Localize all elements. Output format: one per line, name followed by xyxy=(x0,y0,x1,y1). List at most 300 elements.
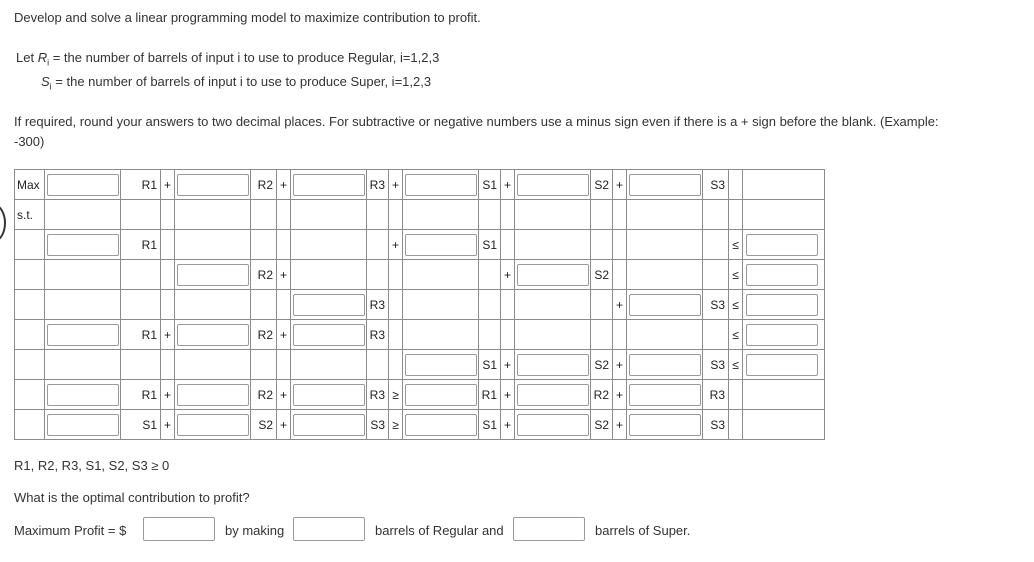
operator-cell xyxy=(277,290,291,320)
coefficient-cell xyxy=(403,230,479,260)
coefficient-input[interactable] xyxy=(47,384,119,406)
empty-cell xyxy=(291,260,367,290)
variable-cell xyxy=(703,410,729,440)
variable-cell xyxy=(479,200,501,230)
constraint-row xyxy=(15,410,825,440)
coefficient-cell xyxy=(403,380,479,410)
variable-cell xyxy=(479,170,501,200)
variable-cell xyxy=(703,290,729,320)
variable-cell xyxy=(251,380,277,410)
row-label-cell xyxy=(15,410,45,440)
variable-cell xyxy=(591,410,613,440)
coefficient-input[interactable] xyxy=(293,294,365,316)
rhs-cell xyxy=(743,260,825,290)
coefficient-cell xyxy=(627,350,703,380)
variable-label: R3 xyxy=(369,177,385,192)
operator-cell xyxy=(389,230,403,260)
row-label-cell xyxy=(15,380,45,410)
operator-label: ≤ xyxy=(732,297,739,312)
empty-cell xyxy=(627,200,703,230)
coefficient-cell xyxy=(175,410,251,440)
operator-cell xyxy=(277,380,291,410)
empty-cell xyxy=(515,290,591,320)
variable-cell xyxy=(367,260,389,290)
coefficient-input[interactable] xyxy=(405,354,477,376)
operator-cell xyxy=(613,260,627,290)
operator-label: + xyxy=(503,177,511,192)
s-definition: = the number of barrels of input i to use to produce Super, i=1,2,3 xyxy=(51,74,432,89)
operator-label: + xyxy=(615,177,623,192)
variable-label: S1 xyxy=(482,417,497,432)
variable-cell xyxy=(703,350,729,380)
operator-label: ≤ xyxy=(732,237,739,252)
coefficient-input[interactable] xyxy=(47,234,119,256)
variable-label: S2 xyxy=(258,417,273,432)
variable-label: S3 xyxy=(710,177,725,192)
coefficient-cell xyxy=(515,350,591,380)
operator-label: ≥ xyxy=(392,387,399,402)
coefficient-cell xyxy=(627,410,703,440)
variable-cell xyxy=(591,320,613,350)
by-making-label: by making xyxy=(225,523,285,538)
rhs-cell xyxy=(743,350,825,380)
instructions-line-2: -300) xyxy=(14,134,45,149)
constraint-row xyxy=(15,290,825,320)
coefficient-cell xyxy=(291,380,367,410)
variable-cell xyxy=(121,380,161,410)
coefficient-input[interactable] xyxy=(629,174,701,196)
r-subscript: i xyxy=(47,57,50,68)
empty-cell xyxy=(515,320,591,350)
variable-cell xyxy=(479,290,501,320)
super-label: barrels of Super. xyxy=(595,523,691,538)
constraint-row xyxy=(15,380,825,410)
operator-cell xyxy=(501,410,515,440)
empty-cell xyxy=(175,200,251,230)
coefficient-cell xyxy=(627,290,703,320)
operator-cell xyxy=(729,230,743,260)
operator-label: + xyxy=(503,357,511,372)
variable-cell xyxy=(367,170,389,200)
partial-circle-decoration xyxy=(0,204,6,242)
empty-cell xyxy=(175,290,251,320)
variable-cell xyxy=(121,230,161,260)
operator-cell xyxy=(277,320,291,350)
operator-label: + xyxy=(503,417,511,432)
operator-cell xyxy=(729,320,743,350)
coefficient-input[interactable] xyxy=(629,384,701,406)
operator-cell xyxy=(277,230,291,260)
operator-cell xyxy=(613,380,627,410)
variable-label: S1 xyxy=(482,357,497,372)
operator-label: + xyxy=(503,387,511,402)
operator-cell xyxy=(161,230,175,260)
coefficient-cell xyxy=(403,170,479,200)
coefficient-cell xyxy=(175,170,251,200)
operator-cell xyxy=(389,410,403,440)
coefficient-cell xyxy=(291,320,367,350)
operator-label: + xyxy=(163,177,171,192)
coefficient-input[interactable] xyxy=(47,324,119,346)
variable-cell xyxy=(591,200,613,230)
operator-label: + xyxy=(615,417,623,432)
operator-cell xyxy=(389,290,403,320)
row-label-cell xyxy=(15,350,45,380)
coefficient-cell xyxy=(175,380,251,410)
objective-row xyxy=(15,170,825,200)
intro-text: Develop and solve a linear programming model to maximize contribution to profit. xyxy=(14,10,481,25)
variable-label: R2 xyxy=(257,387,273,402)
operator-label: + xyxy=(279,327,287,342)
variable-label: S2 xyxy=(594,177,609,192)
rhs-input[interactable] xyxy=(746,264,818,286)
variable-label: R3 xyxy=(369,327,385,342)
operator-cell xyxy=(161,170,175,200)
coefficient-input[interactable] xyxy=(177,174,249,196)
operator-label: + xyxy=(279,387,287,402)
operator-cell xyxy=(277,260,291,290)
variable-cell xyxy=(251,320,277,350)
operator-cell xyxy=(277,410,291,440)
variable-label: S1 xyxy=(482,237,497,252)
coefficient-cell xyxy=(45,410,121,440)
variable-cell xyxy=(121,290,161,320)
s-symbol: S xyxy=(41,74,50,89)
variable-cell xyxy=(479,380,501,410)
variable-cell xyxy=(251,410,277,440)
variable-cell xyxy=(591,350,613,380)
s-subscript: i xyxy=(49,81,52,92)
max-profit-label: Maximum Profit = $ xyxy=(14,523,127,538)
variable-cell xyxy=(479,230,501,260)
operator-cell xyxy=(161,320,175,350)
operator-cell xyxy=(613,410,627,440)
rhs-cell xyxy=(743,290,825,320)
coefficient-input[interactable] xyxy=(629,354,701,376)
empty-cell xyxy=(45,200,121,230)
coefficient-cell xyxy=(515,260,591,290)
empty-cell xyxy=(515,230,591,260)
operator-cell xyxy=(729,200,743,230)
variable-cell xyxy=(251,170,277,200)
coefficient-cell xyxy=(627,170,703,200)
operator-cell xyxy=(161,410,175,440)
variable-cell xyxy=(121,170,161,200)
variable-label: S1 xyxy=(482,177,497,192)
operator-cell xyxy=(501,230,515,260)
variable-label: S1 xyxy=(142,417,157,432)
variable-cell xyxy=(121,410,161,440)
operator-label: ≤ xyxy=(732,327,739,342)
row-label-cell xyxy=(15,290,45,320)
operator-cell xyxy=(501,170,515,200)
coefficient-input[interactable] xyxy=(405,384,477,406)
r-definition: = the number of barrels of input i to use to produce Regular, i=1,2,3 xyxy=(49,50,440,65)
empty-cell xyxy=(291,350,367,380)
variable-cell xyxy=(121,320,161,350)
variable-cell xyxy=(251,290,277,320)
empty-cell xyxy=(175,230,251,260)
operator-label: ≥ xyxy=(392,417,399,432)
variable-cell xyxy=(121,350,161,380)
coefficient-input[interactable] xyxy=(177,384,249,406)
row-label-cell xyxy=(15,320,45,350)
operator-cell xyxy=(161,260,175,290)
rhs-input[interactable] xyxy=(746,234,818,256)
operator-label: + xyxy=(615,387,623,402)
coefficient-cell xyxy=(291,410,367,440)
operator-cell xyxy=(389,380,403,410)
empty-cell xyxy=(743,380,825,410)
constraint-row xyxy=(15,260,825,290)
operator-cell xyxy=(161,200,175,230)
coefficient-input[interactable] xyxy=(517,384,589,406)
operator-cell xyxy=(501,260,515,290)
coefficient-input[interactable] xyxy=(517,414,589,436)
lp-model-table xyxy=(14,169,825,440)
variable-label: R3 xyxy=(709,387,725,402)
variable-cell xyxy=(479,410,501,440)
r-symbol: R xyxy=(37,50,48,65)
coefficient-input[interactable] xyxy=(177,324,249,346)
coefficient-input[interactable] xyxy=(47,414,119,436)
operator-cell xyxy=(613,350,627,380)
coefficient-input[interactable] xyxy=(47,174,119,196)
empty-cell xyxy=(403,290,479,320)
coefficient-cell xyxy=(515,170,591,200)
coefficient-input[interactable] xyxy=(177,264,249,286)
variable-label: S2 xyxy=(594,357,609,372)
operator-label: + xyxy=(391,177,399,192)
variable-label: R1 xyxy=(141,327,157,342)
variable-cell xyxy=(367,290,389,320)
empty-cell xyxy=(45,290,121,320)
operator-label: + xyxy=(279,267,287,282)
nonnegativity-constraint: R1, R2, R3, S1, S2, S3 ≥ 0 xyxy=(14,458,170,473)
variable-cell xyxy=(591,170,613,200)
rhs-input[interactable] xyxy=(746,324,818,346)
coefficient-input[interactable] xyxy=(405,414,477,436)
operator-cell xyxy=(729,380,743,410)
variable-cell xyxy=(367,230,389,260)
operator-cell xyxy=(501,320,515,350)
operator-cell xyxy=(161,290,175,320)
coefficient-input[interactable] xyxy=(177,414,249,436)
operator-cell xyxy=(277,200,291,230)
coefficient-cell xyxy=(175,320,251,350)
let-word: Let xyxy=(16,50,35,65)
variable-label: R2 xyxy=(257,177,273,192)
coefficient-cell xyxy=(515,380,591,410)
operator-label: + xyxy=(391,237,399,252)
variable-cell xyxy=(703,200,729,230)
empty-cell xyxy=(403,200,479,230)
max-profit-input[interactable] xyxy=(143,517,215,541)
variable-cell xyxy=(121,200,161,230)
empty-cell xyxy=(291,230,367,260)
coefficient-input[interactable] xyxy=(517,354,589,376)
operator-cell xyxy=(729,350,743,380)
rhs-cell xyxy=(743,320,825,350)
operator-cell xyxy=(729,260,743,290)
variable-cell xyxy=(367,320,389,350)
empty-cell xyxy=(515,200,591,230)
variable-label: R1 xyxy=(141,387,157,402)
operator-cell xyxy=(501,200,515,230)
operator-cell xyxy=(389,350,403,380)
operator-cell xyxy=(613,290,627,320)
variable-cell xyxy=(367,350,389,380)
variable-cell xyxy=(251,350,277,380)
operator-cell xyxy=(729,290,743,320)
definition-s xyxy=(41,74,431,92)
empty-cell xyxy=(45,350,121,380)
rhs-input[interactable] xyxy=(746,294,818,316)
row-label-cell xyxy=(15,170,45,200)
coefficient-cell xyxy=(515,410,591,440)
empty-cell xyxy=(175,350,251,380)
variable-cell xyxy=(251,230,277,260)
coefficient-input[interactable] xyxy=(405,234,477,256)
variable-cell xyxy=(591,380,613,410)
coefficient-cell xyxy=(291,170,367,200)
operator-cell xyxy=(389,320,403,350)
variable-cell xyxy=(367,380,389,410)
coefficient-cell xyxy=(45,170,121,200)
definition-r xyxy=(16,50,439,68)
coefficient-cell xyxy=(45,230,121,260)
variable-label: R1 xyxy=(141,177,157,192)
variable-cell xyxy=(591,290,613,320)
coefficient-input[interactable] xyxy=(405,174,477,196)
operator-cell xyxy=(389,260,403,290)
variable-label: R1 xyxy=(141,237,157,252)
variable-cell xyxy=(703,260,729,290)
empty-cell xyxy=(627,260,703,290)
operator-label: + xyxy=(615,357,623,372)
coefficient-cell xyxy=(627,380,703,410)
coefficient-cell xyxy=(45,320,121,350)
constraint-row xyxy=(15,350,825,380)
operator-label: + xyxy=(163,327,171,342)
variable-cell xyxy=(367,410,389,440)
super-barrels-input[interactable] xyxy=(513,517,585,541)
coefficient-input[interactable] xyxy=(517,264,589,286)
variable-cell xyxy=(479,260,501,290)
coefficient-input[interactable] xyxy=(293,384,365,406)
variable-label: S3 xyxy=(710,357,725,372)
operator-cell xyxy=(501,380,515,410)
row-label-cell xyxy=(15,260,45,290)
variable-cell xyxy=(479,350,501,380)
empty-cell xyxy=(403,320,479,350)
constraint-row xyxy=(15,320,825,350)
coefficient-input[interactable] xyxy=(293,324,365,346)
constraint-row xyxy=(15,230,825,260)
instructions-line-1: If required, round your answers to two decimal places. For subtractive or negative numbers use a minus sign even if there is a + sign before the blank. (Example: xyxy=(14,114,939,129)
question-text: What is the optimal contribution to profit? xyxy=(14,490,250,505)
operator-label: + xyxy=(163,387,171,402)
empty-cell xyxy=(627,320,703,350)
operator-label: + xyxy=(279,417,287,432)
variable-label: R2 xyxy=(593,387,609,402)
rhs-cell xyxy=(743,230,825,260)
variable-label: R1 xyxy=(481,387,497,402)
variable-cell xyxy=(591,230,613,260)
operator-label: + xyxy=(503,267,511,282)
variable-label: S2 xyxy=(594,267,609,282)
operator-cell xyxy=(161,350,175,380)
operator-cell xyxy=(613,320,627,350)
variable-cell xyxy=(251,260,277,290)
coefficient-cell xyxy=(175,260,251,290)
operator-label: + xyxy=(615,297,623,312)
coefficient-cell xyxy=(403,350,479,380)
variable-label: R2 xyxy=(257,327,273,342)
variable-label: S2 xyxy=(594,417,609,432)
variable-cell xyxy=(703,230,729,260)
coefficient-input[interactable] xyxy=(629,294,701,316)
empty-cell xyxy=(627,230,703,260)
variable-label: S3 xyxy=(710,417,725,432)
operator-cell xyxy=(613,170,627,200)
operator-cell xyxy=(613,200,627,230)
operator-label: ≤ xyxy=(732,267,739,282)
coefficient-cell xyxy=(45,380,121,410)
coefficient-cell xyxy=(291,290,367,320)
operator-cell xyxy=(277,350,291,380)
operator-cell xyxy=(277,170,291,200)
coefficient-input[interactable] xyxy=(517,174,589,196)
variable-label: R2 xyxy=(257,267,273,282)
coefficient-input[interactable] xyxy=(293,414,365,436)
empty-cell xyxy=(743,200,825,230)
empty-cell xyxy=(403,260,479,290)
rhs-input[interactable] xyxy=(746,354,818,376)
variable-cell xyxy=(251,200,277,230)
operator-cell xyxy=(161,380,175,410)
operator-cell xyxy=(501,290,515,320)
regular-barrels-input[interactable] xyxy=(293,517,365,541)
row-label: s.t. xyxy=(17,207,34,222)
variable-cell xyxy=(703,380,729,410)
variable-cell xyxy=(703,170,729,200)
operator-cell xyxy=(613,230,627,260)
st-row xyxy=(15,200,825,230)
row-label-cell xyxy=(15,200,45,230)
operator-cell xyxy=(729,410,743,440)
operator-label: ≤ xyxy=(732,357,739,372)
variable-cell xyxy=(703,320,729,350)
variable-label: S3 xyxy=(370,417,385,432)
operator-label: + xyxy=(279,177,287,192)
variable-cell xyxy=(367,200,389,230)
variable-cell xyxy=(479,320,501,350)
row-label: Max xyxy=(17,177,40,192)
empty-cell xyxy=(291,200,367,230)
variable-cell xyxy=(591,260,613,290)
coefficient-input[interactable] xyxy=(293,174,365,196)
coefficient-cell xyxy=(403,410,479,440)
empty-cell xyxy=(45,260,121,290)
variable-cell xyxy=(121,260,161,290)
empty-cell xyxy=(743,170,825,200)
operator-cell xyxy=(389,170,403,200)
coefficient-input[interactable] xyxy=(629,414,701,436)
empty-cell xyxy=(743,410,825,440)
operator-cell xyxy=(389,200,403,230)
variable-label: S3 xyxy=(710,297,725,312)
